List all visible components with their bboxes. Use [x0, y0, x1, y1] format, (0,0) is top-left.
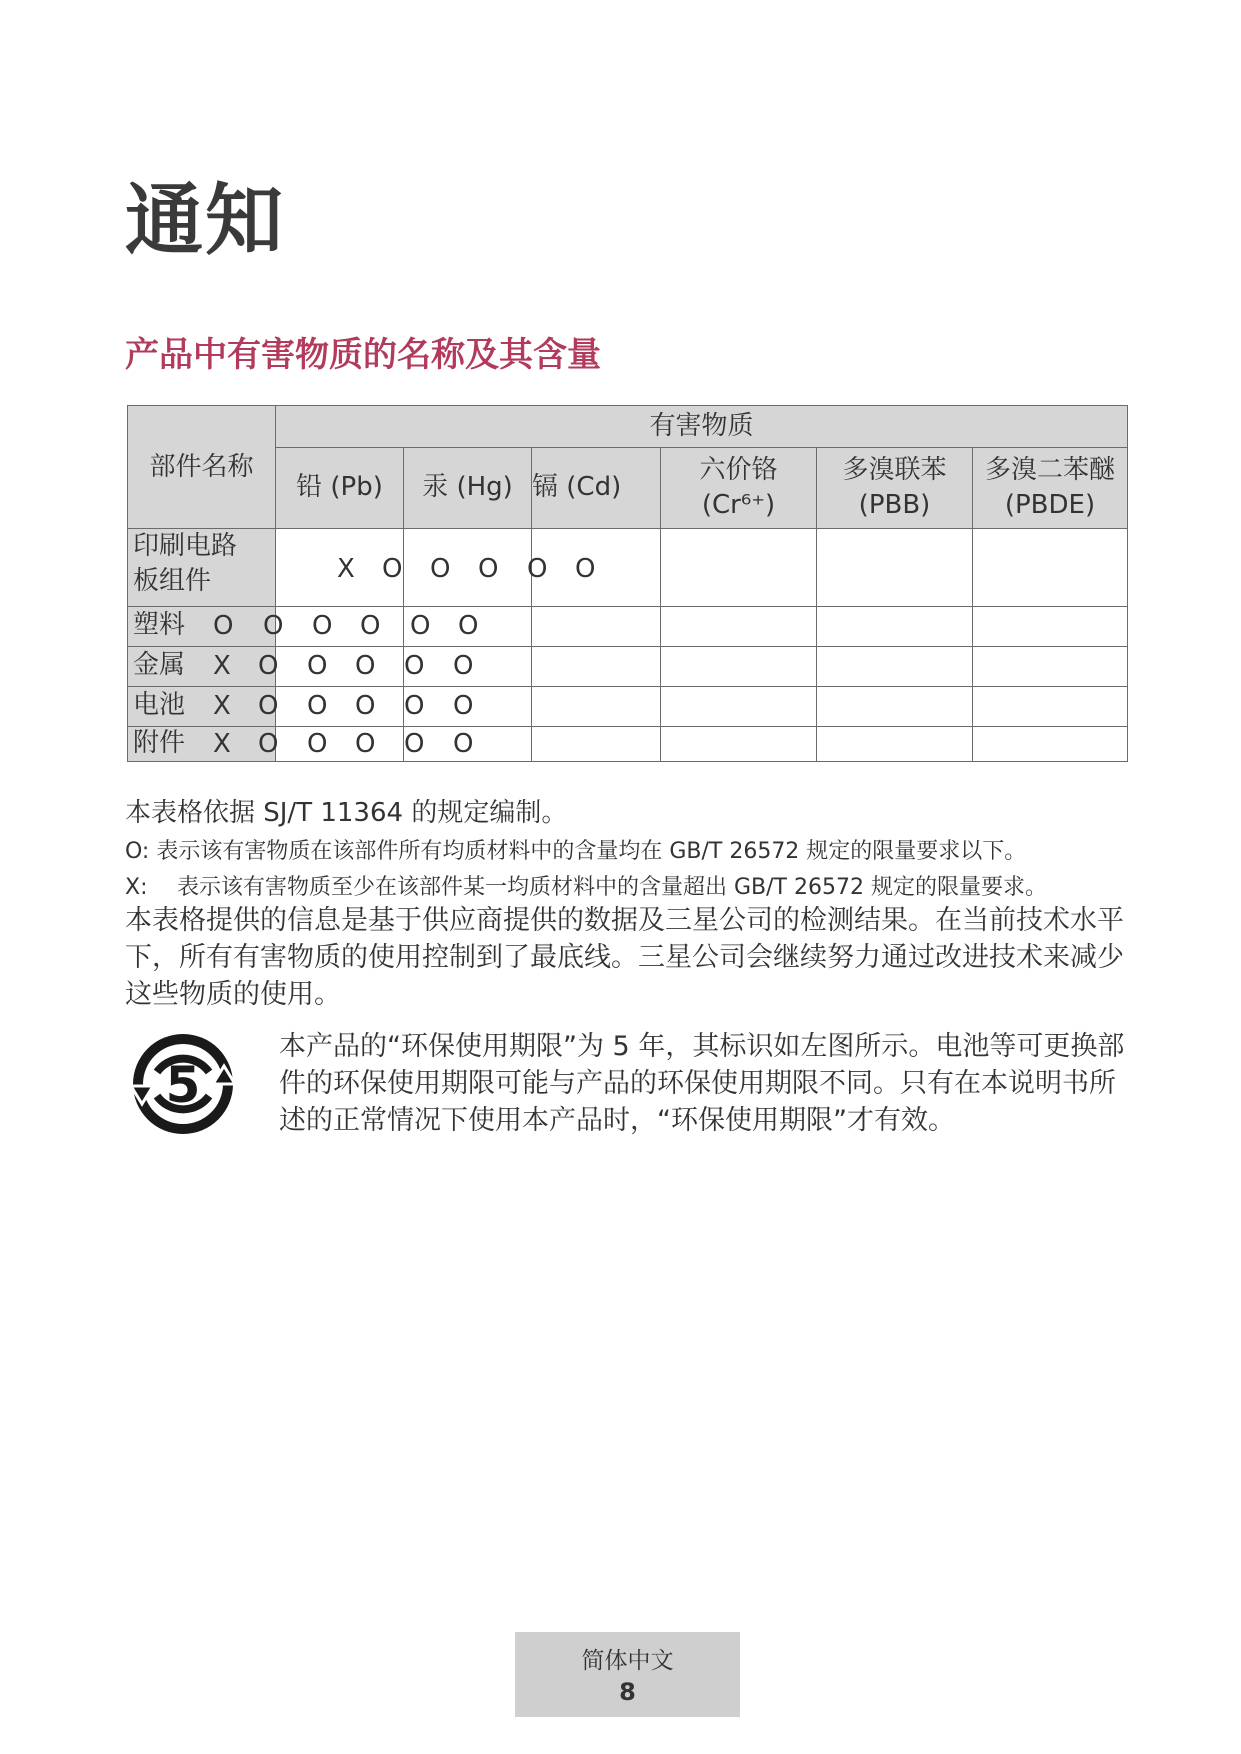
table-cell	[972, 686, 1128, 727]
mark-battery-hg: O	[258, 691, 279, 721]
mark-pcb-pbde: O	[575, 554, 596, 584]
table-cell	[972, 606, 1128, 647]
table-cell	[531, 686, 661, 727]
substance-header-pbde: 多溴二苯醚 (PBDE)	[972, 447, 1128, 529]
mark-accessory-hg: O	[258, 729, 279, 759]
mark-accessory-pbde: O	[453, 729, 474, 759]
substance-header-hg: 汞 (Hg)	[403, 447, 532, 529]
table-cell	[531, 528, 661, 607]
mark-metal-cr6: O	[355, 651, 376, 681]
footer-language: 简体中文	[581, 1648, 674, 1674]
table-cell	[531, 726, 661, 762]
epup-logo-icon	[127, 1028, 239, 1140]
mark-metal-pbb: O	[404, 651, 425, 681]
mark-metal-pb: X	[213, 651, 231, 681]
legend-o-note	[125, 834, 1026, 865]
mark-accessory-pb: X	[213, 729, 231, 759]
table-cell	[660, 726, 817, 762]
mark-metal-cd: O	[307, 651, 328, 681]
mark-plastic-cd: O	[312, 611, 333, 641]
mark-battery-cr6: O	[355, 691, 376, 721]
row-label-battery: 电池	[133, 690, 186, 720]
substance-group-header: 有害物质	[275, 405, 1128, 448]
table-cell	[275, 646, 404, 687]
mark-accessory-cr6: O	[355, 729, 376, 759]
legend-o-text: 表示该有害物质在该部件所有均质材料中的含量均在 GB/T 26572 规定的限量要求以下。	[156, 839, 1027, 864]
table-cell	[660, 528, 817, 607]
mark-pcb-cd: O	[430, 554, 451, 584]
mark-pcb-cr6: O	[478, 554, 499, 584]
table-cell	[275, 606, 404, 647]
epup-logo-number: 5	[165, 1056, 201, 1114]
legend-x-text: 表示该有害物质至少在该部件某一均质材料中的含量超出 GB/T 26572 规定的限量要求。	[177, 875, 1047, 900]
legend-x-note	[125, 870, 1047, 901]
row-label-plastic: 塑料	[133, 610, 186, 640]
page-title: 通知	[125, 176, 286, 266]
mark-pcb-pb: X	[337, 554, 355, 584]
section-title: 产品中有害物质的名称及其含量	[125, 335, 601, 375]
table-cell	[660, 606, 817, 647]
table-cell	[972, 528, 1128, 607]
mark-pcb-pbb: O	[527, 554, 548, 584]
epup-paragraph: 本产品的“环保使用期限”为 5 年，其标识如左图所示。电池等可更换部件的环保使用期限可能与产品的环保使用期限不同。只有在本说明书所述的正常情况下使用本产品时，“环保使用期限”才有效。	[279, 1031, 1125, 1136]
mark-battery-pbb: O	[404, 691, 425, 721]
substance-header-cr6: 六价铬 (Cr⁶⁺)	[660, 447, 817, 529]
table-cell	[660, 686, 817, 727]
table-cell	[816, 726, 973, 762]
part-name-header: 部件名称	[127, 405, 276, 529]
mark-metal-hg: O	[258, 651, 279, 681]
table-cell	[972, 646, 1128, 687]
table-cell	[816, 646, 973, 687]
table-cell	[660, 646, 817, 687]
legend-o-key: O:	[125, 839, 150, 864]
mark-plastic-cr6: O	[360, 611, 381, 641]
info-paragraph: 本表格提供的信息是基于供应商提供的数据及三星公司的检测结果。在当前技术水平下，所有有害物质的使用控制到了最底线。三星公司会继续努力通过改进技术来减少这些物质的使用。	[125, 905, 1124, 1010]
mark-plastic-pbb: O	[410, 611, 431, 641]
table-cell	[531, 606, 661, 647]
hazardous-substance-table	[127, 405, 1128, 762]
row-label-accessory: 附件	[133, 728, 186, 758]
mark-metal-pbde: O	[453, 651, 474, 681]
table-cell	[816, 606, 973, 647]
mark-pcb-hg: O	[382, 554, 403, 584]
mark-battery-pbde: O	[453, 691, 474, 721]
legend-x-key: X:	[125, 875, 148, 900]
table-cell	[275, 686, 404, 727]
mark-battery-cd: O	[307, 691, 328, 721]
substance-header-pb: 铅 (Pb)	[275, 447, 404, 529]
substance-header-cd: 镉 (Cd)	[531, 447, 661, 529]
table-cell	[816, 686, 973, 727]
mark-accessory-pbb: O	[404, 729, 425, 759]
table-cell	[972, 726, 1128, 762]
row-label-metal: 金属	[133, 650, 186, 680]
mark-plastic-pbde: O	[458, 611, 479, 641]
mark-plastic-hg: O	[263, 611, 284, 641]
row-label-pcb: 印刷电路 板组件	[133, 531, 238, 597]
mark-battery-pb: X	[213, 691, 231, 721]
standard-note: 本表格依据 SJ/T 11364 的规定编制。	[125, 798, 568, 828]
table-cell	[816, 528, 973, 607]
table-cell	[531, 646, 661, 687]
table-cell	[403, 528, 532, 607]
mark-plastic-pb: O	[213, 611, 234, 641]
table-cell	[275, 726, 404, 762]
page-number: 8	[619, 1678, 636, 1706]
substance-header-pbb: 多溴联苯 (PBB)	[816, 447, 973, 529]
mark-accessory-cd: O	[307, 729, 328, 759]
